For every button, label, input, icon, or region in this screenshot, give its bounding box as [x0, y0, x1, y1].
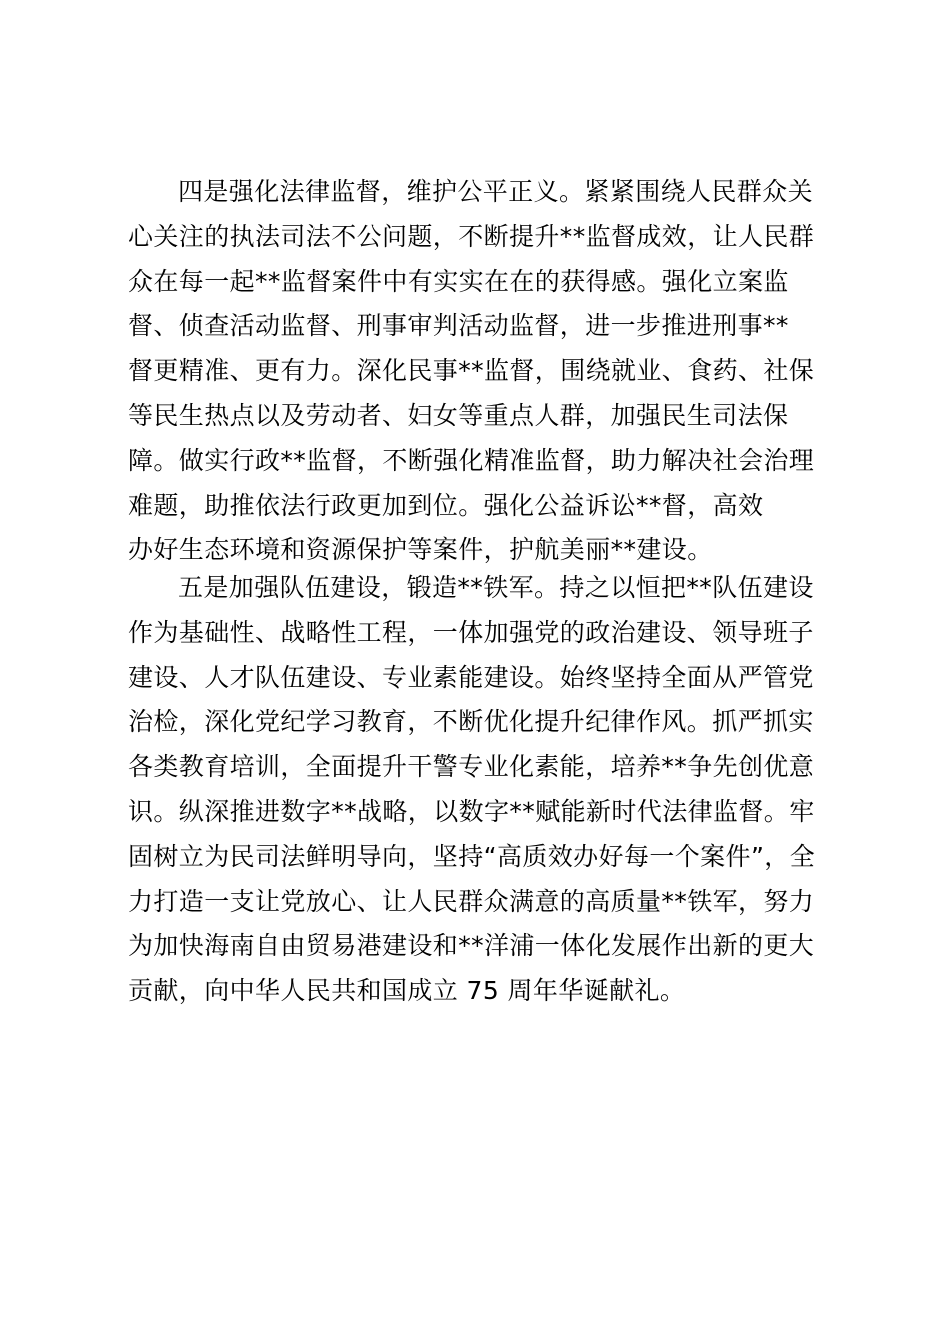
text-line: 作为基础性、战略性工程，一体加强党的政治建设、领导班子: [128, 617, 814, 647]
text-line: 治检，深化党纪学习教育，不断优化提升纪律作风。抓严抓实: [128, 707, 814, 737]
text-line: 众在每一起**监督案件中有实实在在的获得感。强化立案监: [128, 266, 789, 296]
text-line: 贡献，向中华人民共和国成立 75 周年华诞献礼。: [128, 976, 686, 1006]
text-line: 督更精准、更有力。深化民事**监督，围绕就业、食药、社保: [128, 356, 815, 386]
text-line: 办好生态环境和资源保护等案件，护航美丽**建设。: [128, 535, 713, 565]
text-line: 为加快海南自由贸易港建设和**洋浦一体化发展作出新的更大: [128, 931, 815, 961]
text-line: 力打造一支让党放心、让人民群众满意的高质量**铁军，努力: [128, 886, 815, 916]
text-line: 四是强化法律监督，维护公平正义。紧紧围绕人民群众关: [178, 177, 814, 206]
paragraph-team-building: [128, 566, 838, 1014]
text-line: 五是加强队伍建设，锻造**铁军。持之以恒把**队伍建设: [178, 573, 814, 602]
text-line: 建设、人才队伍建设、专业素能建设。始终坚持全面从严管党: [128, 662, 814, 692]
text-line: 等民生热点以及劳动者、妇女等重点人群，加强民生司法保: [128, 400, 789, 430]
text-line: 各类教育培训，全面提升干警专业化素能，培养**争先创优意: [128, 752, 815, 782]
text-line: 固树立为民司法鲜明导向，坚持“高质效办好每一个案件”，全: [128, 841, 816, 871]
text-line: 难题，助推依法行政更加到位。强化公益诉讼**督，高效: [128, 490, 764, 520]
text-line: 障。做实行政**监督，不断强化精准监督，助力解决社会治理: [128, 445, 815, 475]
text-line: 督、侦查活动监督、刑事审判活动监督，进一步推进刑事**: [128, 311, 789, 341]
paragraph-strengthen-legal-supervision: [128, 170, 838, 573]
text-line: 识。纵深推进数字**战略，以数字**赋能新时代法律监督。牢: [128, 796, 815, 826]
text-line: 心关注的执法司法不公问题，不断提升**监督成效，让人民群: [128, 221, 815, 251]
